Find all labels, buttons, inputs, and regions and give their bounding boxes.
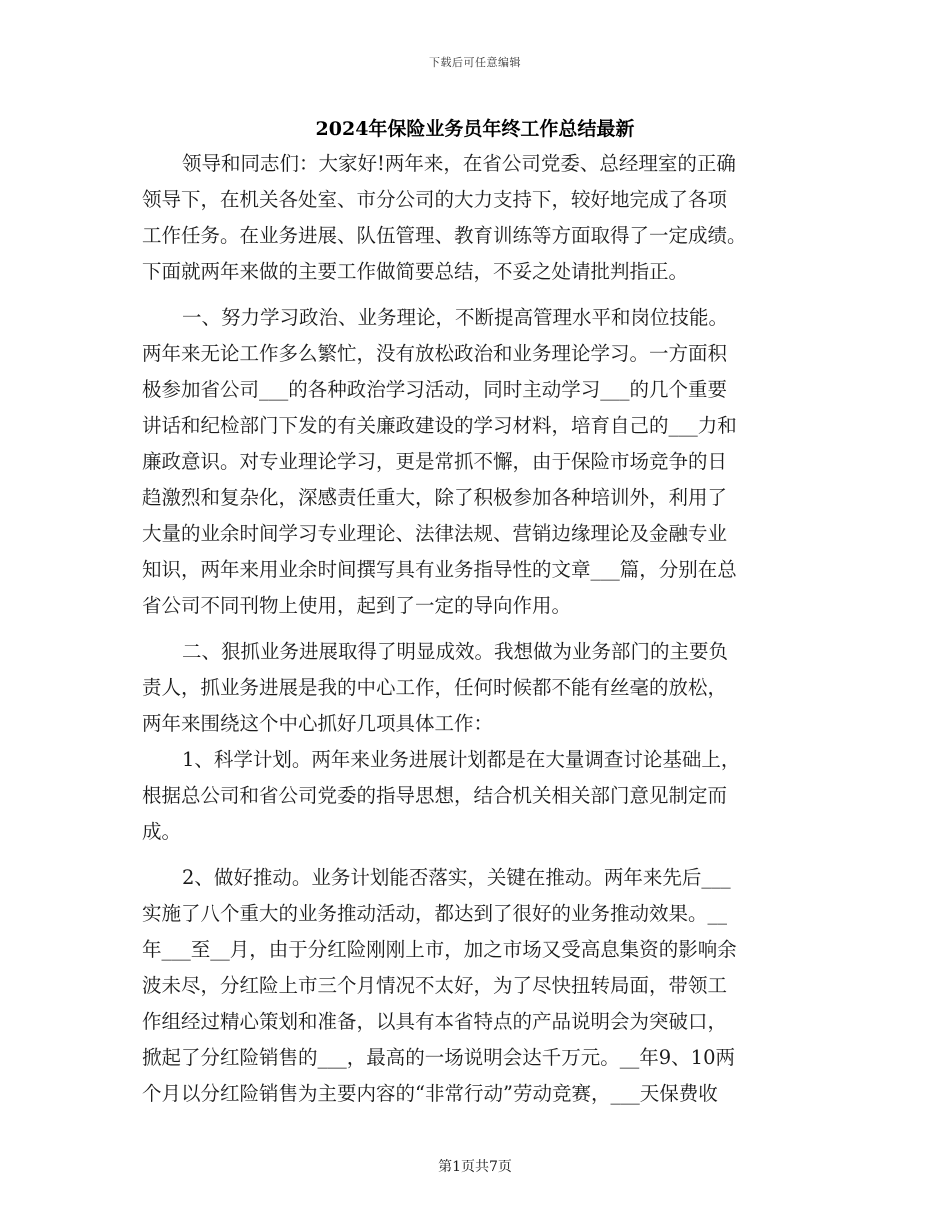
body-line: 成。 — [142, 820, 182, 843]
body-line: 极参加省公司___的各种政治学习活动，同时主动学习___的几个重要 — [142, 378, 728, 401]
body-line: 两年来围绕这个中心抓好几项具体工作： — [142, 712, 494, 735]
body-line: 大量的业余时间学习专业理论、法律法规、营销边缘理论及金融专业 — [142, 522, 728, 545]
body-line: 波未尽，分红险上市三个月情况不太好，为了尽快扭转局面，带领工 — [142, 974, 728, 997]
body-line: 讲话和纪检部门下发的有关廉政建设的学习材料，培育自己的___力和 — [142, 414, 737, 437]
body-line: 知识，两年来用业余时间撰写具有业务指导性的文章___篇，分别在总 — [142, 558, 737, 581]
body-line: 领导下，在机关各处室、市分公司的大力支持下，较好地完成了各项 — [142, 188, 728, 211]
body-line: 掀起了分红险销售的___，最高的一场说明会达千万元。__年9、10两 — [142, 1046, 735, 1069]
body-line: 年___至__月，由于分红险刚刚上市，加之市场又受高息集资的影响余 — [142, 938, 737, 961]
body-line: 下面就两年来做的主要工作做简要总结，不妥之处请批判指正。 — [142, 260, 689, 283]
body-line: 个月以分红险销售为主要内容的“非常行动”劳动竞赛，___天保费收 — [142, 1082, 718, 1105]
body-line: 作组经过精心策划和准备，以具有本省特点的产品说明会为突破口， — [142, 1010, 728, 1033]
body-line: 省公司不同刊物上使用，起到了一定的导向作用。 — [142, 594, 572, 617]
body-line: 一、努力学习政治、业务理论，不断提高管理水平和岗位技能。 — [182, 306, 729, 329]
body-line: 廉政意识。对专业理论学习，更是常抓不懈，由于保险市场竞争的日 — [142, 450, 728, 473]
body-line: 工作任务。在业务进展、队伍管理、教育训练等方面取得了一定成绩。 — [142, 224, 747, 247]
body-line: 两年来无论工作多么繁忙，没有放松政治和业务理论学习。一方面积 — [142, 342, 728, 365]
body-line: 根据总公司和省公司党委的指导思想，结合机关相关部门意见制定而 — [142, 784, 728, 807]
page-footer: 第1页共7页 — [438, 1159, 512, 1175]
body-line: 1、科学计划。两年来业务进展计划都是在大量调查讨论基础上， — [182, 748, 741, 771]
header-note: 下载后可任意编辑 — [429, 56, 521, 69]
body-line: 领导和同志们：大家好!两年来，在省公司党委、总经理室的正确 — [182, 152, 736, 175]
body-line: 2、做好推动。业务计划能否落实，关键在推动。两年来先后___ — [182, 866, 731, 889]
document-title: 2024年保险业务员年终工作总结最新 — [315, 118, 635, 140]
body-line: 趋激烈和复杂化，深感责任重大，除了积极参加各种培训外，利用了 — [142, 486, 728, 509]
body-line: 实施了八个重大的业务推动活动，都达到了很好的业务推动效果。__ — [142, 902, 728, 925]
body-line: 责人，抓业务进展是我的中心工作，任何时候都不能有丝毫的放松， — [142, 676, 728, 699]
body-line: 二、狠抓业务进展取得了明显成效。我想做为业务部门的主要负 — [182, 640, 729, 663]
document-body — [142, 146, 810, 1112]
